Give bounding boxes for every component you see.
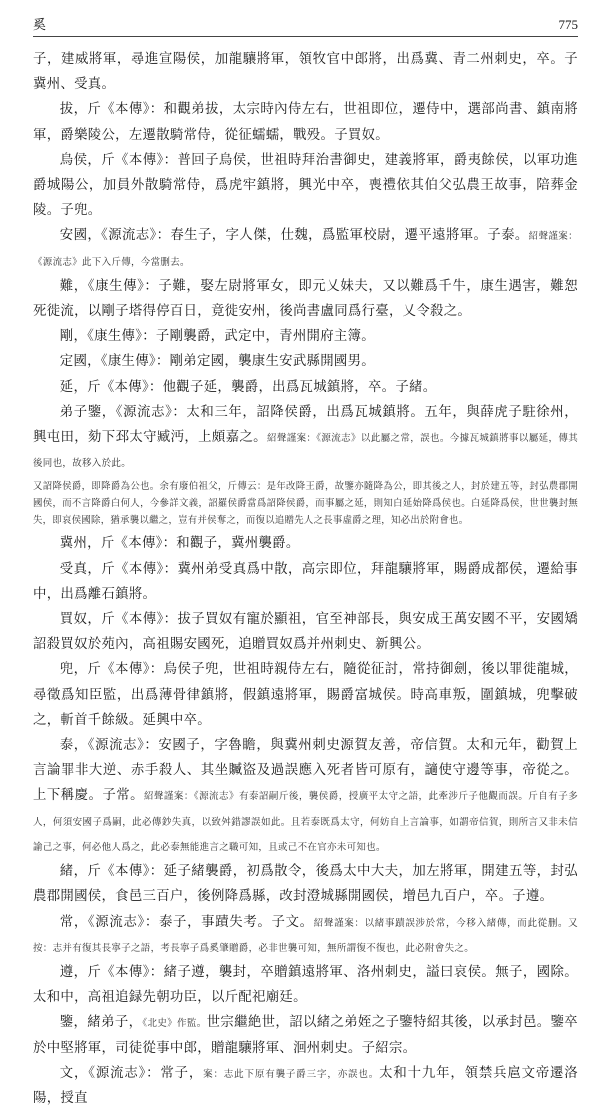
annotation-note: 紹聲謹案：《源流志》以此屬之常，誤也。今據瓦城鎮將事以屬延，傳其後同也，故移入於此。 xyxy=(33,433,578,470)
annotation-note: 又詔降侯爵，即降爵為公也。余有廢伯祖父，斤傳云：是年改降王爵，故鑒亦隨降為公，即其後之人，封於建五等，封弘農郡開國侯，而不言降爵白何人，今參詳文義，詔羅侯爵當爲詔降侯爵，而事屬之延，則知白延始降爲侯也。白延降爲侯，世世襲封無失，即哀侯國除，猶承襲以繼之，豈有并侯奪之，而復以追贈先人之長事虛爵之理，知必出於附會也。 xyxy=(33,481,578,527)
entry-paragraph: 安國，《源流志》：春生子，字人傑，仕魏，爲監軍校尉，遷平遠將軍。子泰。紹聲謹案：《源流志》此下入斤傳，今當删去。 xyxy=(33,228,578,268)
entry-paragraph: 冀州，斤《本傳》：和觀子，冀州襲爵。 xyxy=(59,536,300,552)
entry-paragraph: 難，《康生傳》：子難，娶左尉將軍女，即元乂妹夫，又以難爲千牛，康生遇害，難恕死徙流，以剛子塔得停百日，竟徙安州，後尚書盧同爲行臺，乂令殺之。 xyxy=(33,278,578,320)
annotation-paragraph xyxy=(33,477,578,528)
entry-paragraph: 兜，斤《本傳》：烏侯子兜，世祖時親侍左右，隨從征討，常持御劍，後以罪徙龍城，尋徵爲知臣監，出爲薄骨律鎮將，假鎮遠將軍，賜爵富城侯。時高車叛，圍鎮城，兜擊破之，斬首千餘級。延興中卒。 xyxy=(33,662,578,728)
annotation-note: 紹聲謹案：《源流志》此下入斤傳，今當删去。 xyxy=(33,231,578,268)
page-header xyxy=(33,14,578,37)
entry-paragraph: 買奴，斤《本傳》：拔子買奴有寵於顯祖，官至神部長，與安成王萬安國不平，安國矯詔殺買奴於苑內，高祖賜安國死，追贈買奴爲并州刺史、新興公。 xyxy=(33,612,578,653)
annotation-note: 《北史》作監。 xyxy=(142,1018,207,1030)
entry-paragraph: 受真，斤《本傳》：冀州弟受真爲中散，高宗即位，拜龍驤將軍，賜爵成都侯，遷給事中，出爲離石鎮將。 xyxy=(33,561,578,602)
entry-paragraph: 拔，斤《本傳》：和觀弟拔，太宗時內侍左右，世祖即位，遷侍中，選部尚書、鎮南將軍，爵樂陵公，左遷散騎常侍，從征蠕蠕，戰殁。子買奴。 xyxy=(33,102,578,143)
entry-paragraph: 剛，《康生傳》：子剛襲爵，武定中，青州開府主簿。 xyxy=(59,329,375,345)
annotation-note: 紹聲謹案：以緒事蹟誤涉於常，今移入緒傳，而此從删。又按：志并有復其長寧子之語，考長寧子爲奚肇贈爵，必非世襲可知，無所謂復不復也，此必附會失之。 xyxy=(33,917,578,954)
entry-paragraph: 定國，《康生傳》：剛弟定國，襲康生安武縣開國男。 xyxy=(59,354,375,370)
entry-paragraph: 烏侯，斤《本傳》：普回子烏侯，世祖時拜治書御史，建義將軍，爵夷餘侯，以軍功進爵城陽公，加員外散騎常侍，爲虎牢鎮將，興光中卒，喪禮依其伯父弘農王故事，陪葬金陵。子兜。 xyxy=(33,152,578,219)
annotation-note: 案：志此下原有襲子爵三字，亦誤也。 xyxy=(203,1068,380,1080)
entry-paragraph: 泰，《源流志》：安國子，字魯瞻，與冀州刺史源賀友善，帝信賀。太和元年，勸賀上言論罪非大逆、赤手殺人、其坐贓盜及過誤應入死者皆可原有，讁使守邊等事，帝從之。上下稱慶。子常。紹聲謹案：《源流志》有泰詔嗣斤後，襲侯爵，授廣平太守之語，此牽涉斤子他觀而誤。斤自有子多人，何須安國子爲嗣，此必傳鈔失真，以致舛錯謬誤如此。且若泰既爲太守，何妨自上言論事，如謂帝信賀，則所言又非未信諭己之事，何必他人爲之，此必泰無能進言之職可知，且或己不在官亦未可知也。 xyxy=(33,738,579,853)
entry-paragraph: 弟子鑒，《源流志》：太和三年，詔降侯爵，出爲瓦城鎮將。五年，與薛虎子駐徐州，興屯田，劾下邳太守臧沔，上頗嘉之。紹聲謹案：《源流志》以此屬之常，誤也。今據瓦城鎮將事以屬延，傳其後同也，故移入於此。 xyxy=(33,404,578,470)
entry-paragraph: 常，《源流志》：泰子，事蹟失考。子文。紹聲謹案：以緒事蹟誤涉於常，今移入緒傳，而此從删。又按：志并有復其長寧子之語，考長寧子爲奚肇贈爵，必非世襲可知，無所謂復不復也，此必附會失之。 xyxy=(33,914,578,954)
entry-paragraph: 子，建威將軍，尋進宣陽侯，加龍驤將軍，領牧官中郎將，出爲冀、青二州刺史，卒。子冀州、受真。 xyxy=(33,52,578,93)
annotation-note: 紹聲謹案：《源流志》有泰詔嗣斤後，襲侯爵，授廣平太守之語，此牽涉斤子他觀而誤。斤自有子多人，何須安國子爲嗣，此必傳鈔失真，以致舛錯謬誤如此。且若泰既爲太守，何妨自上言論事，如謂帝信賀，則所言又非未信諭己之事，何必他人爲之，此必泰無能進言之職可知，且或己不在官亦未可知也。 xyxy=(33,791,579,853)
page-number: 775 xyxy=(558,17,578,32)
page-body xyxy=(33,47,578,1111)
running-head: 奚 xyxy=(33,18,47,33)
entry-paragraph: 遵，斤《本傳》：緒子遵，襲封，卒贈鎮遠將軍、洛州刺史，謚曰哀侯。無子，國除。太和中，高祖追録先朝功臣，以斤配祀廟廷。 xyxy=(33,964,578,1006)
entry-paragraph: 文，《源流志》：常子，案：志此下原有襲子爵三字，亦誤也。太和十九年，領禁兵扈文帝遷洛陽，授直 xyxy=(33,1065,578,1106)
entry-paragraph: 鑒，緒弟子，《北史》作監。世宗繼絶世，詔以緒之弟姪之子鑒特紹其後，以承封邑。鑒卒於中堅將軍，司徒從事中郎，贈龍驤將軍、洄州刺史。子紹宗。 xyxy=(33,1015,578,1056)
entry-paragraph: 緒，斤《本傳》：延子緒襲爵，初爲散令，後爲太中大夫，加左將軍，開建五等，封弘農郡開國侯，食邑三百户，後例降爲縣，改封澄城縣開國侯，增邑九百户，卒。子遵。 xyxy=(33,864,578,905)
entry-paragraph: 延，斤《本傳》：他觀子延，襲爵，出爲瓦城鎮將，卒。子緒。 xyxy=(59,379,437,395)
